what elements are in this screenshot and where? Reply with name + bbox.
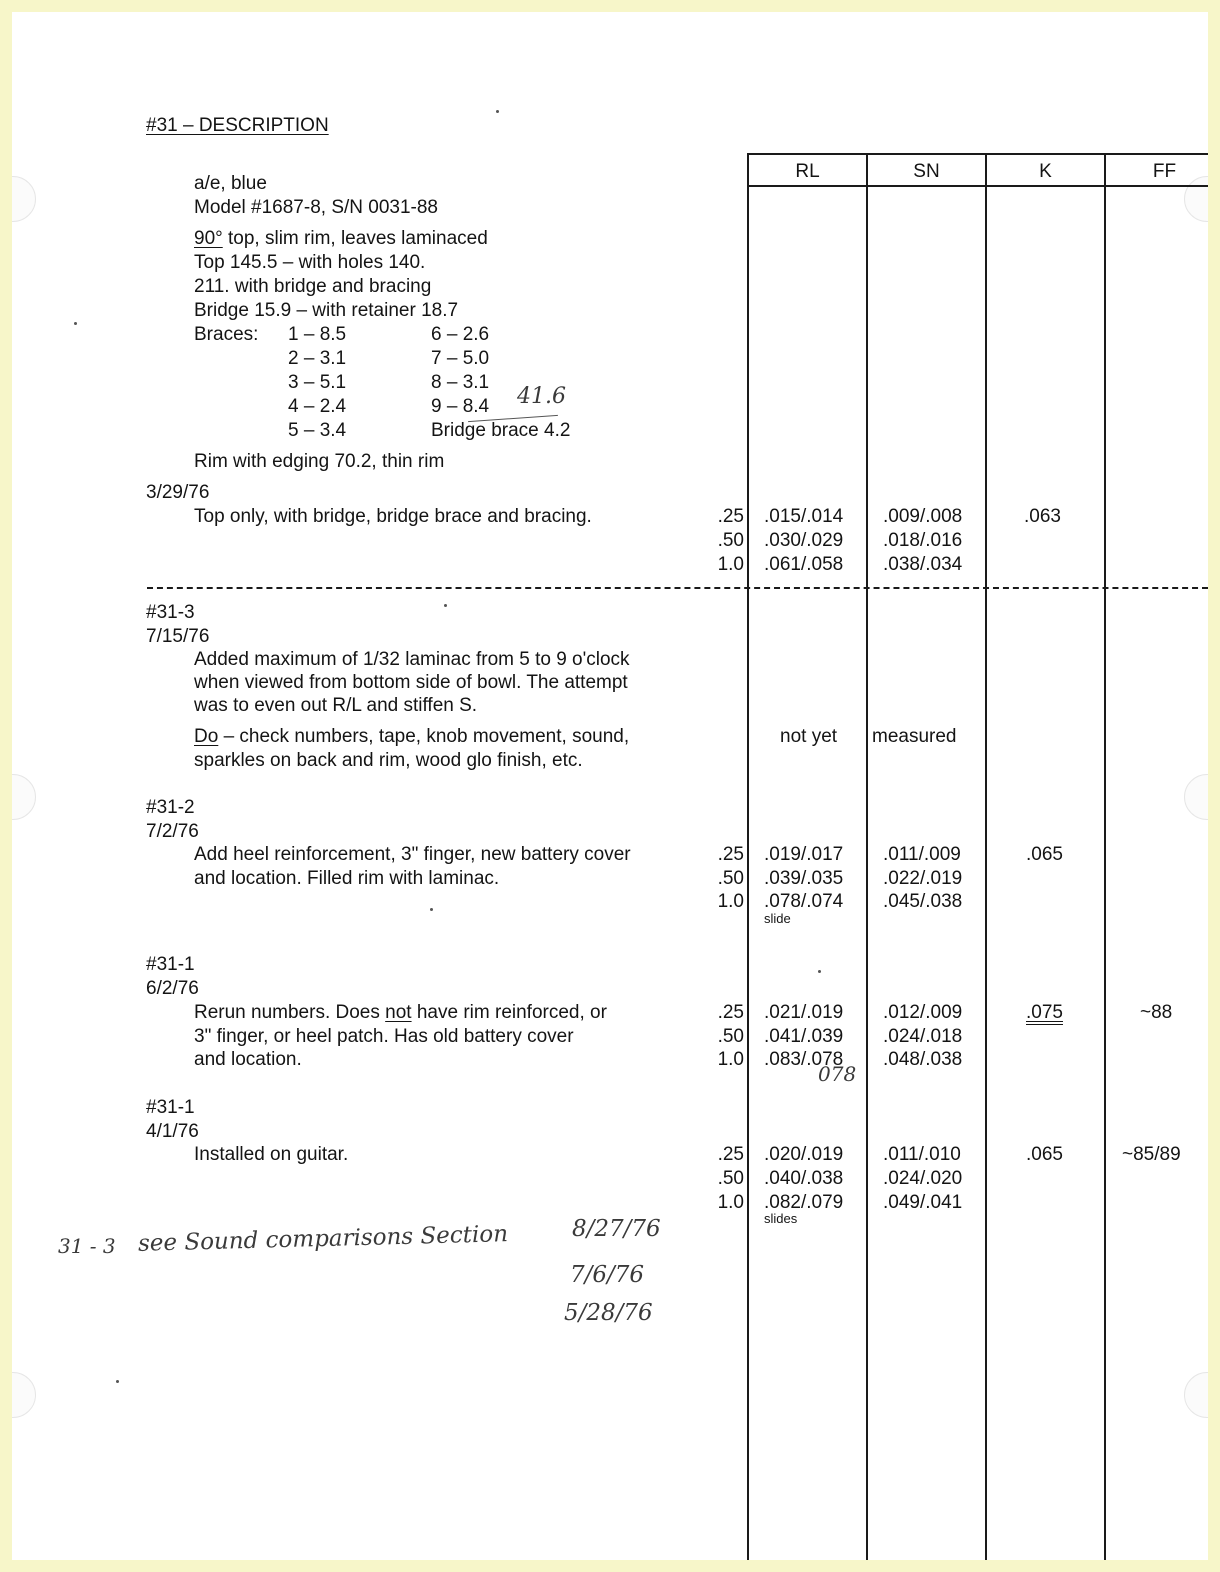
- brace-item: 9 – 8.4: [431, 396, 490, 417]
- load-value: .50: [717, 868, 744, 889]
- rl-value: .040/.038: [764, 1168, 844, 1189]
- rl-value: .083/.078: [764, 1049, 844, 1070]
- load-value: .50: [717, 530, 744, 551]
- column-header-rl: RL: [795, 161, 820, 182]
- binder-hole: [12, 774, 36, 820]
- entry-text: and location. Filled rim with laminac.: [194, 868, 500, 889]
- brace-item: 8 – 3.1: [431, 372, 490, 393]
- top-note: [194, 227, 488, 251]
- entry-date: 7/2/76: [146, 821, 199, 842]
- column-header-k: K: [1039, 161, 1052, 182]
- brace-item: 7 – 5.0: [431, 348, 490, 369]
- entry-id: #31-1: [146, 954, 195, 975]
- entry-date: 7/15/76: [146, 626, 210, 647]
- load-value: .25: [717, 506, 744, 527]
- brace-item: 6 – 2.6: [431, 324, 490, 345]
- entry-text: 3" finger, or heel patch. Has old battery cover: [194, 1026, 574, 1047]
- handwritten-correction: 078: [818, 1062, 857, 1086]
- bridge-weight: Bridge 15.9 – with retainer 18.7: [194, 300, 459, 321]
- brace-item: Bridge brace 4.2: [431, 420, 571, 441]
- binder-hole: [12, 176, 36, 222]
- load-value: .25: [717, 844, 744, 865]
- rl-value: .082/.079: [764, 1192, 844, 1213]
- todo-text: – check numbers, tape, knob movement, sound,: [218, 726, 630, 747]
- rl-value: .021/.019: [764, 1002, 844, 1023]
- entry-text: Top only, with bridge, bridge brace and bracing.: [194, 506, 592, 527]
- entry-text: Add heel reinforcement, 3" finger, new battery cover: [194, 844, 631, 865]
- speck: [444, 604, 447, 607]
- model-text: Model #1687-8, S/N 0031-88: [194, 197, 438, 218]
- speck: [818, 970, 821, 973]
- rl-value: .015/.014: [764, 506, 844, 527]
- rl-value: .061/.058: [764, 554, 844, 575]
- section-divider: [147, 587, 1208, 589]
- k-value: .063: [1024, 506, 1061, 527]
- rl-value: .030/.029: [764, 530, 844, 551]
- handwritten-brace-total: 41.6: [517, 384, 566, 409]
- ff-value: ~88: [1140, 1002, 1173, 1023]
- entry-text: Installed on guitar.: [194, 1144, 349, 1165]
- entry-text-a: Rerun numbers. Does: [194, 1002, 386, 1023]
- sn-value: .022/.019: [883, 868, 963, 889]
- header-rule: [747, 185, 1208, 187]
- document-page: [12, 12, 1208, 1560]
- sn-value: .024/.020: [883, 1168, 963, 1189]
- sn-value: .009/.008: [883, 506, 963, 527]
- column-divider: [985, 154, 987, 1560]
- entry-id: #31-1: [146, 1097, 195, 1118]
- entry-text: Added maximum of 1/32 laminac from 5 to 9 o'clock: [194, 649, 630, 670]
- brace-item: 3 – 5.1: [288, 372, 347, 393]
- column-divider: [1104, 154, 1106, 1560]
- load-value: .25: [717, 1144, 744, 1165]
- brace-item: 1 – 8.5: [288, 324, 347, 345]
- binder-hole: [12, 1372, 36, 1418]
- entry-id: #31-2: [146, 797, 195, 818]
- column-divider: [747, 154, 749, 1560]
- rl-note: slide: [764, 911, 791, 926]
- load-value: 1.0: [717, 554, 744, 575]
- sn-note: measured: [872, 726, 957, 747]
- speck: [74, 322, 77, 325]
- k-value: .065: [1026, 1144, 1063, 1165]
- top-weight: Top 145.5 – with holes 140.: [194, 252, 426, 273]
- rl-value: .041/.039: [764, 1026, 844, 1047]
- load-value: 1.0: [717, 891, 744, 912]
- sn-value: .024/.018: [883, 1026, 963, 1047]
- rl-note: slides: [764, 1211, 798, 1226]
- brace-item: 4 – 2.4: [288, 396, 347, 417]
- sn-value: .038/.034: [883, 554, 963, 575]
- column-header-sn: SN: [913, 161, 940, 182]
- column-header-ff: FF: [1152, 161, 1177, 182]
- binder-hole: [1184, 774, 1208, 820]
- sn-value: .011/.009: [883, 844, 961, 865]
- top-angle: 90°: [194, 228, 223, 249]
- k-value: .075: [1026, 1002, 1063, 1023]
- sn-value: .012/.009: [883, 1002, 963, 1023]
- speck: [430, 908, 433, 911]
- brace-item: 5 – 3.4: [288, 420, 347, 441]
- sn-value: .045/.038: [883, 891, 963, 912]
- top-note-text: top, slim rim, leaves laminaced: [222, 228, 488, 249]
- todo-text: sparkles on back and rim, wood glo finish, etc.: [194, 750, 583, 771]
- entry-text: and location.: [194, 1049, 302, 1070]
- load-value: .25: [717, 1002, 744, 1023]
- sn-value: .049/.041: [883, 1192, 963, 1213]
- entry-text-b: have rim reinforced, or: [411, 1002, 607, 1023]
- brace-item: 2 – 3.1: [288, 348, 347, 369]
- todo-label: Do: [194, 726, 219, 747]
- handwritten-ref: 31 - 3: [58, 1234, 116, 1258]
- handwritten-date: 5/28/76: [564, 1300, 653, 1326]
- rl-note: not yet: [780, 726, 838, 747]
- braces-label: Braces:: [194, 324, 259, 345]
- finish-text: a/e, blue: [194, 173, 267, 194]
- header-rule: [747, 153, 1208, 155]
- rl-value: .020/.019: [764, 1144, 844, 1165]
- entry-text: [194, 1001, 607, 1025]
- sn-value: .018/.016: [883, 530, 963, 551]
- ff-value: ~85/89: [1122, 1144, 1181, 1165]
- load-value: 1.0: [717, 1192, 744, 1213]
- k-value: .065: [1026, 844, 1063, 865]
- rl-value: .039/.035: [764, 868, 844, 889]
- rim-text: Rim with edging 70.2, thin rim: [194, 451, 445, 472]
- handwritten-note: see Sound comparisons Section: [137, 1221, 509, 1257]
- speck: [116, 1380, 119, 1383]
- sn-value: .048/.038: [883, 1049, 963, 1070]
- load-value: .50: [717, 1168, 744, 1189]
- speck: [496, 110, 499, 113]
- rl-value: .019/.017: [764, 844, 844, 865]
- sn-value: .011/.010: [883, 1144, 961, 1165]
- entry-date: 3/29/76: [146, 482, 210, 503]
- entry-date: 6/2/76: [146, 978, 199, 999]
- load-value: .50: [717, 1026, 744, 1047]
- rl-value: .078/.074: [764, 891, 844, 912]
- todo-line: [194, 725, 629, 749]
- binder-hole: [1184, 1372, 1208, 1418]
- page-title: #31 – DESCRIPTION: [146, 115, 329, 136]
- column-divider: [866, 154, 868, 1560]
- entry-id: #31-3: [146, 602, 195, 623]
- handwritten-date: 7/6/76: [570, 1262, 645, 1288]
- entry-date: 4/1/76: [146, 1121, 199, 1142]
- load-value: 1.0: [717, 1049, 744, 1070]
- entry-text: when viewed from bottom side of bowl. The attempt: [194, 672, 628, 693]
- entry-text-not: not: [385, 1002, 412, 1023]
- bridge-bracing: 211. with bridge and bracing: [194, 276, 432, 297]
- handwritten-date: 8/27/76: [572, 1216, 661, 1242]
- entry-text: was to even out R/L and stiffen S.: [194, 695, 478, 716]
